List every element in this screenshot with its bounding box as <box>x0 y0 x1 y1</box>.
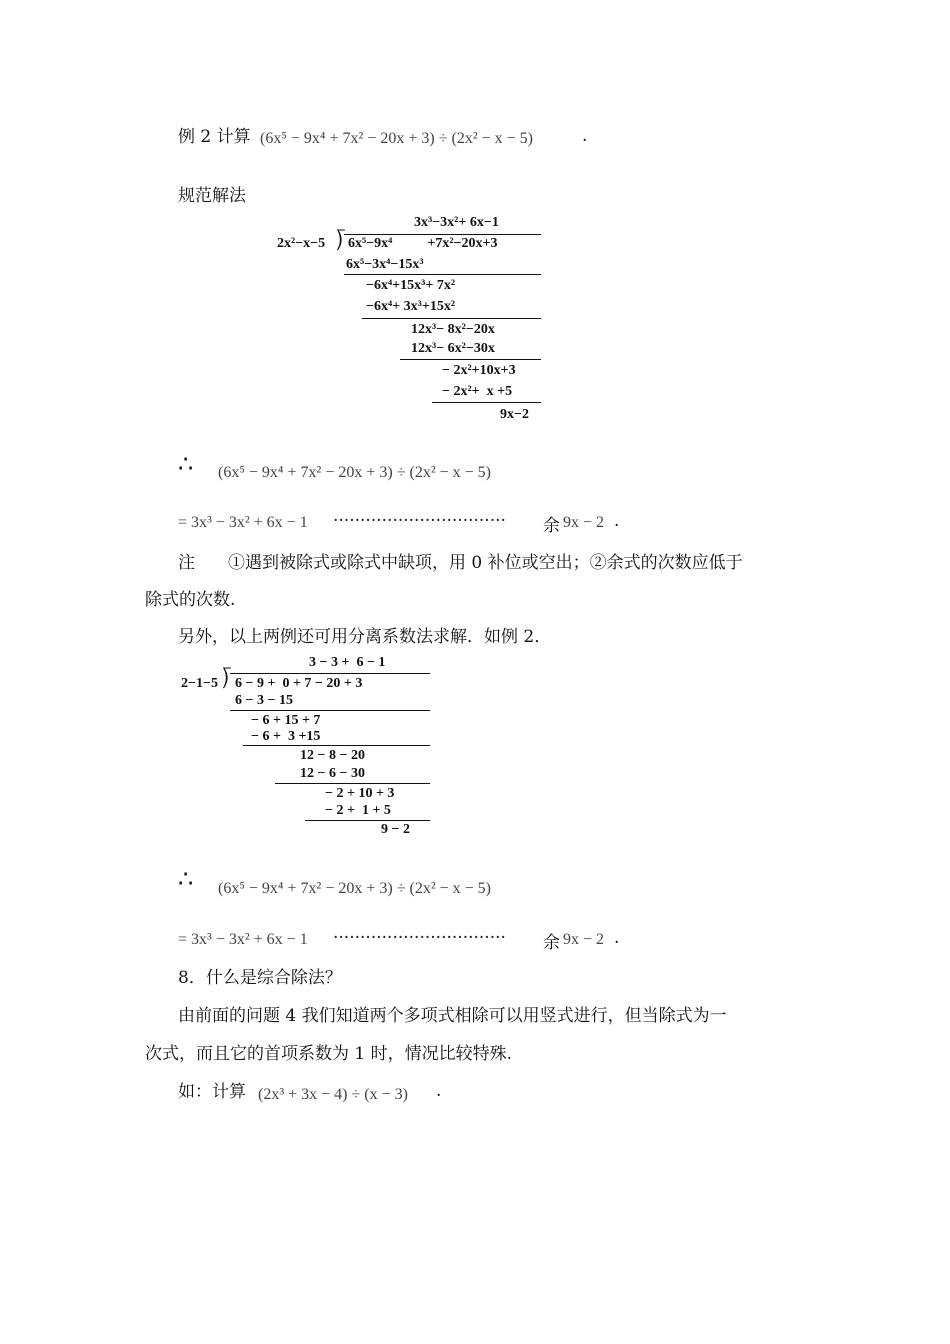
remainder: 9x−2 <box>500 407 529 422</box>
conclusion-lhs: (6x⁵ − 9x⁴ + 7x² − 20x + 3) ÷ (2x² − x − 5) <box>218 464 491 481</box>
coeff-dividend: 6 − 9 + 0 + 7 − 20 + 3 <box>235 676 363 691</box>
coeff-divisor: 2−1−5 <box>181 676 218 691</box>
coeff-step-7: − 2 + 1 + 5 <box>325 803 391 818</box>
conclusion-lhs: (6x⁵ − 9x⁴ + 7x² − 20x + 3) ÷ (2x² − x − 5) <box>218 880 491 897</box>
coeff-remainder: 9 − 2 <box>381 822 410 837</box>
remainder-label: 余 <box>543 933 560 953</box>
quotient: 3x³−3x²+ 6x−1 <box>414 215 499 230</box>
coeff-step-1: 6 − 3 − 15 <box>235 693 293 708</box>
example-period: . <box>582 126 588 146</box>
step-4: 12x³− 8x²−20x <box>411 322 495 337</box>
step-2: −6x⁴+15x³+ 7x² <box>366 278 456 293</box>
coeff-step-3: − 6 + 3 +15 <box>251 729 321 744</box>
coeff-step-rule <box>230 710 430 711</box>
separate-coeff-intro: 另外，以上两例还可用分离系数法求解．如例 2． <box>178 627 552 647</box>
coeff-step-5: 12 − 6 − 30 <box>300 766 365 781</box>
section-heading: 8．什么是综合除法？ <box>178 968 342 988</box>
coeff-quotient: 3 − 3 + 6 − 1 <box>309 655 386 670</box>
dot-leader: ································ <box>333 511 506 531</box>
remainder-value: 9x − 2 <box>563 514 605 531</box>
step-5: 12x³− 6x²−30x <box>411 341 495 356</box>
remainder-label: 余 <box>543 516 560 536</box>
example-period: . <box>436 1081 442 1101</box>
coeff-division-bar <box>230 673 430 674</box>
division-bar <box>344 234 541 235</box>
step-3: −6x⁴+ 3x³+15x² <box>366 299 456 314</box>
example-problem: (6x⁵ − 9x⁴ + 7x² − 20x + 3) ÷ (2x² − x − 5) <box>260 130 533 147</box>
coeff-step-2: − 6 + 15 + 7 <box>251 713 321 728</box>
step-rule <box>400 359 541 360</box>
period: . <box>614 928 620 948</box>
solution-title: 规范解法 <box>178 186 246 206</box>
example-label: 如：计算 <box>178 1082 246 1102</box>
coeff-step-rule <box>275 783 430 784</box>
period: . <box>614 511 620 531</box>
step-rule <box>362 318 541 319</box>
coeff-step-4: 12 − 8 − 20 <box>300 748 365 763</box>
example-math: (2x³ + 3x − 4) ÷ (x − 3) <box>258 1086 408 1103</box>
conclusion-rhs: = 3x³ − 3x² + 6x − 1 <box>178 931 308 948</box>
therefore-symbol: ∴ <box>178 865 194 893</box>
remainder-value: 9x − 2 <box>563 931 605 948</box>
coeff-step-rule <box>243 745 430 746</box>
note-line-1: ①遇到被除式或除式中缺项，用 0 补位或空出；②余式的次数应低于 <box>228 553 743 573</box>
section-para-line-2: 次式，而且它的首项系数为 1 时，情况比较特殊. <box>145 1044 513 1064</box>
note-line-2: 除式的次数. <box>145 590 236 610</box>
step-1: 6x⁵−3x⁴−15x³ <box>346 257 424 272</box>
section-para-line-1: 由前面的问题 4 我们知道两个多项式相除可以用竖式进行，但当除式为一 <box>178 1006 727 1026</box>
coeff-division-bracket: ⟌ <box>222 668 231 693</box>
divisor: 2x²−x−5 <box>277 236 326 251</box>
dot-leader: ································ <box>333 928 506 948</box>
therefore-symbol: ∴ <box>178 450 194 478</box>
step-6: − 2x²+10x+3 <box>442 363 516 378</box>
step-7: − 2x²+ x +5 <box>442 384 513 399</box>
step-rule <box>344 274 541 275</box>
coeff-step-rule <box>305 820 430 821</box>
example-label: 例 2 计算 <box>178 127 251 147</box>
dividend: 6x⁵−9x⁴ +7x²−20x+3 <box>348 236 498 251</box>
division-bracket: ⟌ <box>336 230 345 255</box>
step-rule <box>432 402 541 403</box>
conclusion-rhs: = 3x³ − 3x² + 6x − 1 <box>178 514 308 531</box>
coeff-step-6: − 2 + 10 + 3 <box>325 786 395 801</box>
note-label: 注 <box>178 553 195 573</box>
